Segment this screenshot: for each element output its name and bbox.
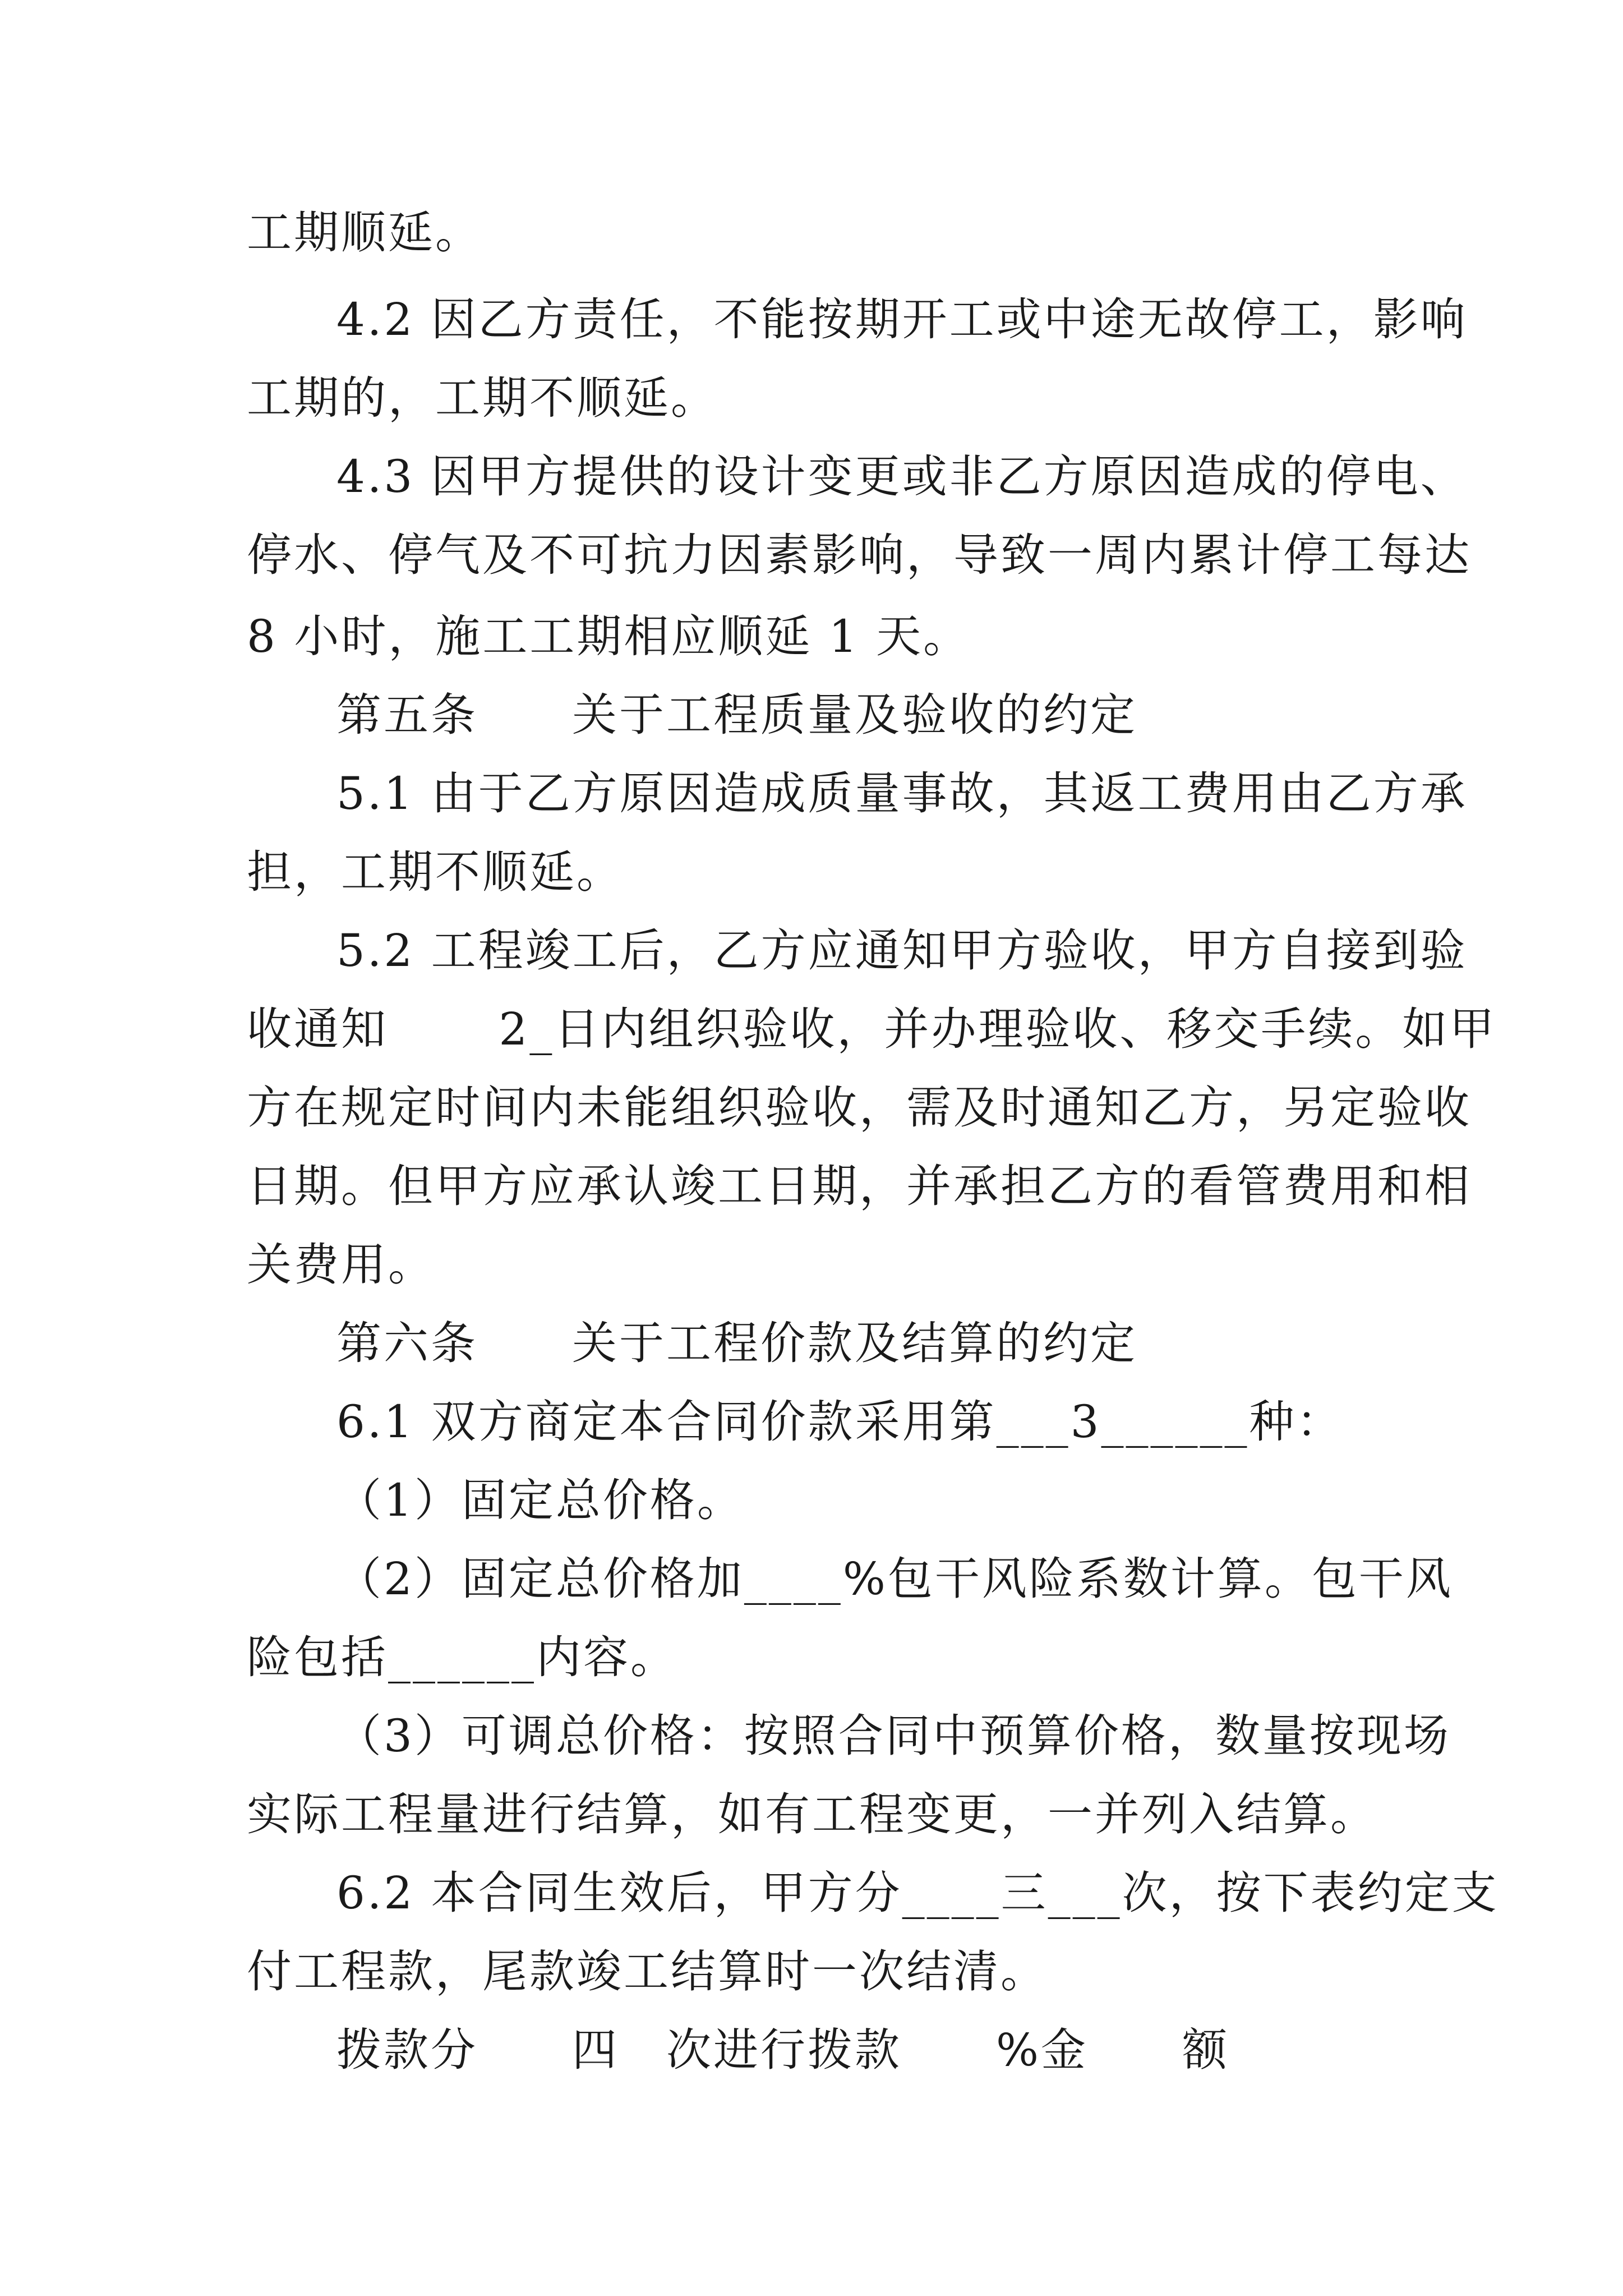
payment-table-header: 拨款分 四 次进行拨款 %金 额 xyxy=(336,2024,1230,2076)
article-6-heading: 第六条 关于工程价款及结算的约定 xyxy=(336,1317,1137,1369)
text-line: 关费用。 xyxy=(247,1239,435,1291)
text-line: 收通知 2_日内组织验收，并办理验收、移交手续。如甲 xyxy=(247,1003,1497,1055)
text-line: 方在规定时间内未能组织验收，需及时通知乙方，另定验收 xyxy=(247,1082,1472,1134)
clause-5-1: 5.1 由于乙方原因造成质量事故，其返工费用由乙方承 xyxy=(336,767,1468,820)
clause-6-1: 6.1 双方商定本合同价款采用第___3______种： xyxy=(336,1396,1344,1448)
clause-4-3: 4.3 因甲方提供的设计变更或非乙方原因造成的停电、 xyxy=(336,450,1468,503)
clause-4-2: 4.2 因乙方责任，不能按期开工或中途无故停工，影响 xyxy=(336,293,1468,346)
option-3: （3）可调总价格：按照合同中预算价格，数量按现场 xyxy=(336,1710,1451,1762)
article-5-heading: 第五条 关于工程质量及验收的约定 xyxy=(336,689,1137,741)
text-line: 工期的，工期不顺延。 xyxy=(247,372,718,424)
text-line: 实际工程量进行结算，如有工程变更，一并列入结算。 xyxy=(247,1788,1377,1841)
text-line: 付工程款，尾款竣工结算时一次结清。 xyxy=(247,1945,1048,1998)
option-2: （2）固定总价格加____%包干风险系数计算。包干风 xyxy=(336,1553,1453,1605)
text-line: 停水、停气及不可抗力因素影响，导致一周内累计停工每达 xyxy=(247,529,1472,581)
text-line: 险包括______内容。 xyxy=(247,1631,677,1683)
text-line: 工期顺延。 xyxy=(247,206,482,259)
text-line: 担，工期不顺延。 xyxy=(247,846,624,898)
clause-6-2: 6.2 本合同生效后，甲方分____三___次，按下表约定支 xyxy=(336,1867,1499,1919)
option-1: （1）固定总价格。 xyxy=(336,1474,744,1526)
text-line: 日期。但甲方应承认竣工日期，并承担乙方的看管费用和相 xyxy=(247,1160,1472,1212)
clause-5-2: 5.2 工程竣工后，乙方应通知甲方验收，甲方自接到验 xyxy=(336,924,1468,977)
text-line: 8 小时，施工工期相应顺延 1 天。 xyxy=(247,610,971,662)
